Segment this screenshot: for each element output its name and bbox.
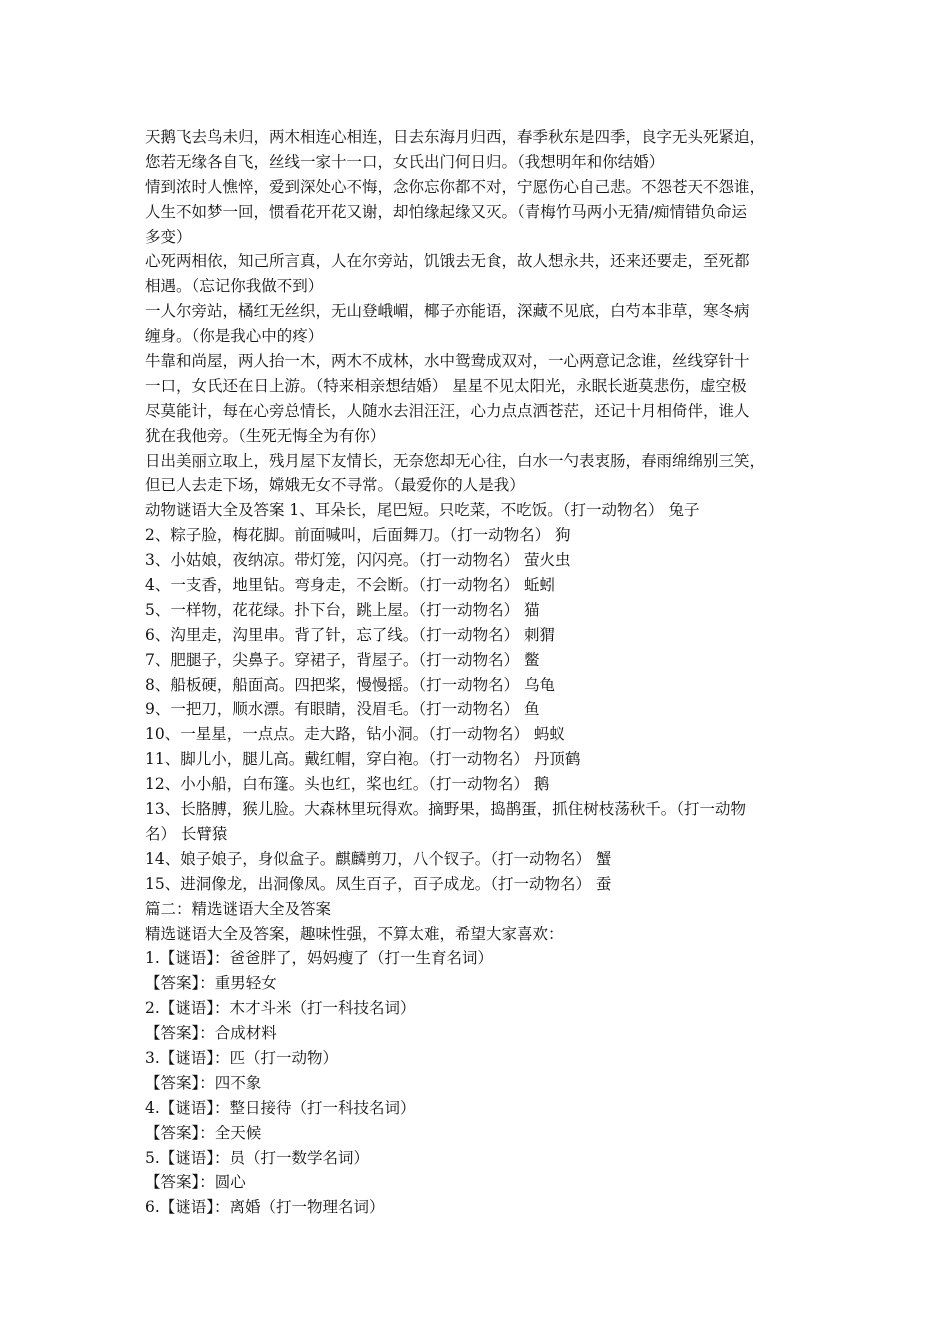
text-line: 14、娘子娘子，身似盒子。麒麟剪刀，八个钗子。（打一动物名） 蟹 [145,849,612,868]
text-line: 1.【谜语】：爸爸胖了，妈妈瘦了（打一生育名词） [145,949,494,968]
text-line: 缠身。（你是我心中的疼） [145,327,324,346]
text-line: 心死两相依，知己所言真，人在尔旁站，饥饿去无食，故人想永共，还来还要走，至死都 [145,252,750,271]
text-line: 【答案】：四不象 [145,1073,262,1092]
text-line: 9、一把刀，顺水漂。有眼睛，没眉毛。（打一动物名） 鱼 [145,700,540,719]
text-line: 但已人去走下场，嫦娥无女不寻常。（最爱你的人是我） [145,476,525,495]
text-line: 3.【谜语】：匹（打一动物） [145,1048,339,1067]
text-line: 13、长胳膊，猴儿脸。大森林里玩得欢。摘野果，捣鹊蛋，抓住树枝荡秋千。（打一动物 [145,800,746,819]
text-line: 精选谜语大全及答案，趣味性强，不算太难，希望大家喜欢： [145,924,564,943]
text-line: 人生不如梦一回，惯看花开花又谢，却怕缘起缘又灭。（青梅竹马两小无猜/痴情错负命运 [145,202,747,221]
text-line: 天鹅飞去鸟未归，两木相连心相连，日去东海月归西，春季秋东是四季，良字无头死紧迫， [145,128,766,146]
text-line: 8、船板硬，船面高。四把桨，慢慢摇。（打一动物名） 乌龟 [145,675,556,694]
text-line: 4.【谜语】：整日接待（打一科技名词） [145,1098,416,1117]
text-line: 7、肥腿子，尖鼻子。穿裙子，背屋子。（打一动物名） 鳖 [145,650,540,669]
text-line: 5.【谜语】：员（打一数学名词） [145,1148,370,1167]
text-line: 12、小小船，白布篷。头也红，桨也红。（打一动物名） 鹅 [145,775,550,794]
text-line: 15、进洞像龙，出洞像凤。凤生百子，百子成龙。（打一动物名） 蚕 [145,874,612,893]
text-line: 【答案】：圆心 [145,1173,246,1192]
text-line: 您若无缘各自飞，丝线一家十一口，女氏出门何日归。（我想明年和你结婚） [145,152,665,171]
document-body [145,125,820,1220]
text-line: 3、小姑娘，夜纳凉。带灯笼，闪闪亮。（打一动物名） 萤火虫 [145,551,571,570]
text-line: 2.【谜语】：木才斗米（打一科技名词） [145,999,416,1018]
text-line: 动物谜语大全及答案 1、耳朵长，尾巴短。只吃菜，不吃饭。（打一动物名） 兔子 [145,501,700,520]
text-line: 4、一支香，地里钻。弯身走，不会断。（打一动物名） 蚯蚓 [145,576,556,595]
text-line: 牛靠和尚屋，两人抬一木，两木不成林，水中鸳鸯成双对，一心两意记念谁，丝线穿针十 [145,352,750,371]
text-line: 【答案】：合成材料 [145,1024,277,1043]
text-line: 【答案】：重男轻女 [145,974,277,993]
text-line: 多变） [145,227,192,246]
text-line: 犹在我他旁。（生死无悔全为有你） [145,426,386,445]
text-line: 10、一星星，一点点。走大路，钻小洞。（打一动物名） 蚂蚁 [145,725,565,744]
text-line: 6.【谜语】：离婚（打一物理名词） [145,1198,385,1217]
text-line: 【答案】：全天候 [145,1123,262,1142]
section-heading: 篇二：精选谜语大全及答案 [145,899,332,918]
text-line: 一口，女氏还在日上游。（特来相亲想结婚） 星星不见太阳光，永眠长逝莫悲伤，虚空极 [145,376,747,395]
text-line: 日出美丽立取上，残月屋下友情长，无奈您却无心往，白水一勺表衷肠，春雨绵绵别三笑， [145,451,766,470]
text-line: 尽莫能计，每在心旁总情长，人随水去泪汪汪，心力点点洒苍茫，还记十月相倚伴，谁人 [145,401,750,420]
text-line: 名） 长臂猿 [145,824,228,843]
text-line: 2、粽子脸，梅花脚。前面喊叫，后面舞刀。（打一动物名） 狗 [145,526,571,545]
text-line: 情到浓时人憔悴，爱到深处心不悔，念你忘你都不对，宁愿伤心自己悲。不怨苍天不怨谁， [145,177,766,196]
text-line: 5、一样物，花花绿。扑下台，跳上屋。（打一动物名） 猫 [145,600,540,619]
text-line: 11、脚儿小，腿儿高。戴红帽，穿白袍。（打一动物名） 丹顶鹤 [145,750,581,769]
text-line: 6、沟里走，沟里串。背了针，忘了线。（打一动物名） 刺猬 [145,625,556,644]
text-line: 相遇。（忘记你我做不到） [145,277,324,296]
text-line: 一人尔旁站，橘红无丝织，无山登峨嵋，椰子亦能语，深藏不见底，白芍本非草，寒冬病 [145,302,750,321]
